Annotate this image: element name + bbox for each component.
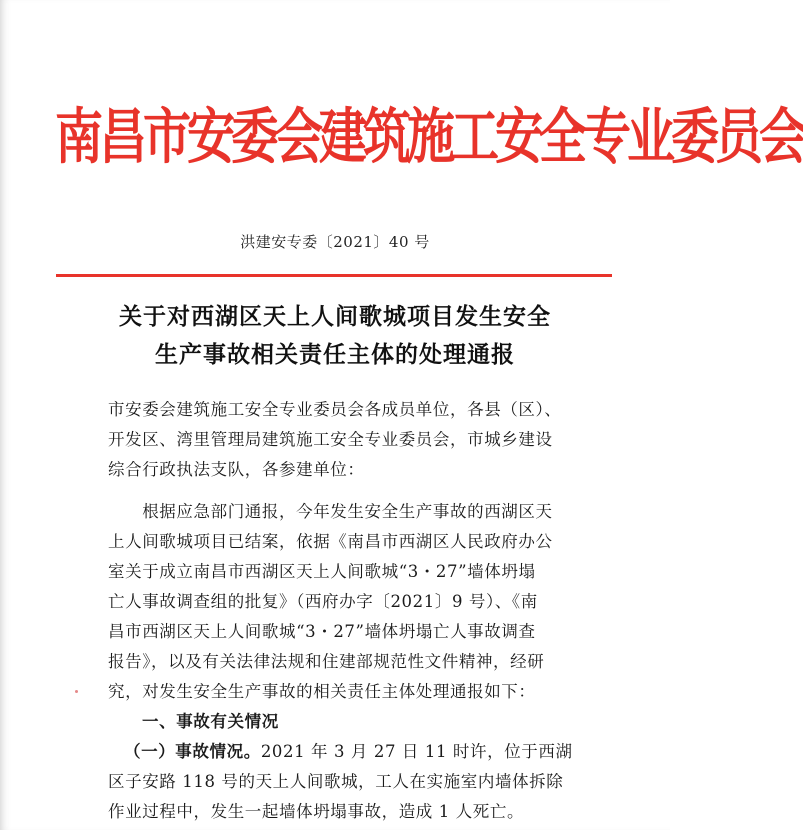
body-line: 室关于成立南昌市西湖区天上人间歌城“3・27”墙体坍塌 [108,562,536,581]
scan-speck [75,690,78,693]
masthead-title: 南昌市安委会建筑施工安全专业委员会 [55,102,803,173]
body-paragraph-line [124,740,573,764]
paragraph-text: 2021 年 3 月 27 日 11 时许，位于西湖 [260,742,573,761]
red-divider-line [56,274,612,277]
body-line: 昌市西湖区天上人间歌城“3・27”墙体坍塌亡人事故调查 [108,622,536,641]
body-line: 亡人事故调查组的批复》（西府办字〔2021〕9 号）、《南 [108,592,538,611]
document-title [60,298,610,374]
section-heading: 一、事故有关情况 [142,712,279,731]
body-line: 市安委会建筑施工安全专业委员会各成员单位，各县（区）、 [108,400,562,419]
body-line: 区子安路 118 号的天上人间歌城，工人在实施室内墙体拆除 [108,772,564,791]
body-line: 根据应急部门通报，今年发生安全生产事故的西湖区天 [108,502,553,521]
body-line: 作业过程中，发生一起墙体坍塌事故，造成 1 人死亡。 [108,802,525,821]
document-title-line-1: 关于对西湖区天上人间歌城项目发生安全 [119,303,551,330]
document-title-line-2: 生产事故相关责任主体的处理通报 [155,341,515,368]
body-line: 综合行政执法支队，各参建单位： [108,460,365,479]
body-line: 报告》，以及有关法律法规和住建部规范性文件精神，经研 [108,652,545,671]
paragraph-lead: （一）事故情况。 [124,742,261,761]
body-line: 究，对发生安全生产事故的相关责任主体处理通报如下： [108,682,536,701]
body-line: 开发区、湾里管理局建筑施工安全专业委员会，市城乡建设 [108,430,553,449]
document-number: 洪建安专委〔2021〕40 号 [240,233,430,251]
body-line: 上人间歌城项目已结案，依据《南昌市西湖区人民政府办公 [108,532,553,551]
